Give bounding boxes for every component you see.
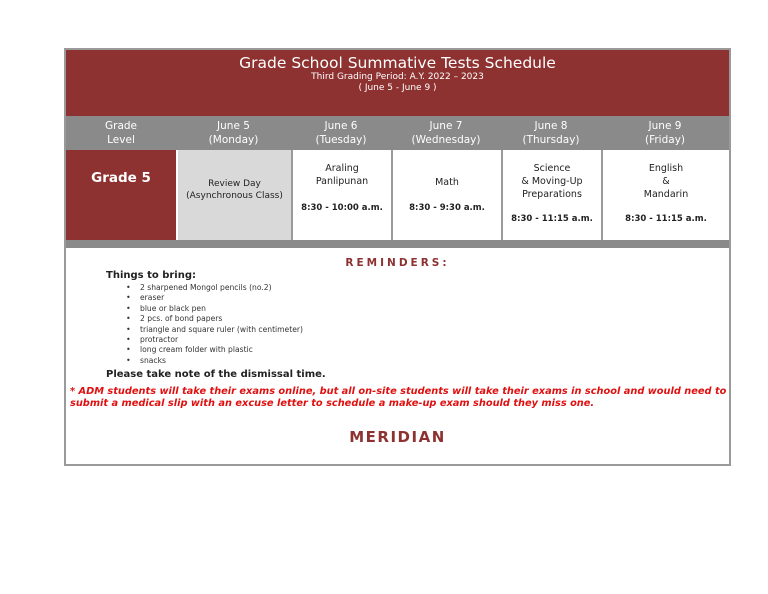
- reminders-section: [66, 248, 729, 446]
- exam-time: 8:30 - 11:15 a.m.: [511, 214, 593, 224]
- header-june-6: June 6 (Tuesday): [315, 120, 367, 146]
- wednesday-exam-cell: Math 8:30 - 9:30 a.m.: [391, 150, 501, 240]
- title-band: [66, 50, 729, 116]
- friday-exam-cell: English & Mandarin 8:30 - 11:15 a.m.: [601, 150, 729, 240]
- dismissal-note: Please take note of the dismissal time.: [106, 369, 326, 380]
- things-to-bring-label: Things to bring:: [106, 270, 197, 281]
- exam-time: 8:30 - 9:30 a.m.: [409, 203, 485, 213]
- tuesday-exam-cell: Araling Panlipunan 8:30 - 10:00 a.m.: [291, 150, 391, 240]
- column-header-row: [66, 116, 729, 150]
- list-item: • 2 pcs. of bond papers: [126, 314, 303, 324]
- list-item: • long cream folder with plastic: [126, 345, 303, 355]
- header-june-5: June 5 (Monday): [208, 120, 259, 146]
- schedule-document: [64, 48, 731, 466]
- grade-level-cell: Grade 5: [66, 150, 176, 240]
- list-item: • protractor: [126, 335, 303, 345]
- list-item: • 2 sharpened Mongol pencils (no.2): [126, 283, 303, 293]
- thursday-exam-cell: Science & Moving-Up Preparations 8:30 - 11:15 a.m.: [501, 150, 601, 240]
- separator-bar: [66, 240, 729, 248]
- list-item: • eraser: [126, 293, 303, 303]
- exam-policy-warning: * ADM students will take their exams online, but all on-site students will take their exams in school and would need to submit a medical slip with an excuse letter to schedule a make-up exam should they miss one.: [70, 386, 727, 409]
- list-item: • triangle and square ruler (with centimeter): [126, 325, 303, 335]
- reminders-title: REMINDERS:: [345, 257, 450, 269]
- exam-time: 8:30 - 11:15 a.m.: [625, 214, 707, 224]
- header-june-8: June 8 (Thursday): [522, 120, 580, 146]
- header-june-7: June 7 (Wednesday): [411, 120, 481, 146]
- list-item: • snacks: [126, 356, 303, 366]
- schedule-title: Grade School Summative Tests Schedule: [239, 54, 556, 72]
- school-logo-text: MERIDIAN: [349, 428, 446, 446]
- grade-5-row: [66, 150, 729, 240]
- list-item: • blue or black pen: [126, 304, 303, 314]
- header-grade-level: Grade Level: [104, 120, 137, 146]
- date-range: ( June 5 - June 9 ): [358, 83, 437, 93]
- grading-period: Third Grading Period: A.Y. 2022 – 2023: [311, 72, 484, 82]
- exam-time: 8:30 - 10:00 a.m.: [301, 203, 383, 213]
- review-day-cell: Review Day (Asynchronous Class): [176, 150, 291, 240]
- header-june-9: June 9 (Friday): [644, 120, 686, 146]
- things-to-bring-list: [126, 283, 303, 366]
